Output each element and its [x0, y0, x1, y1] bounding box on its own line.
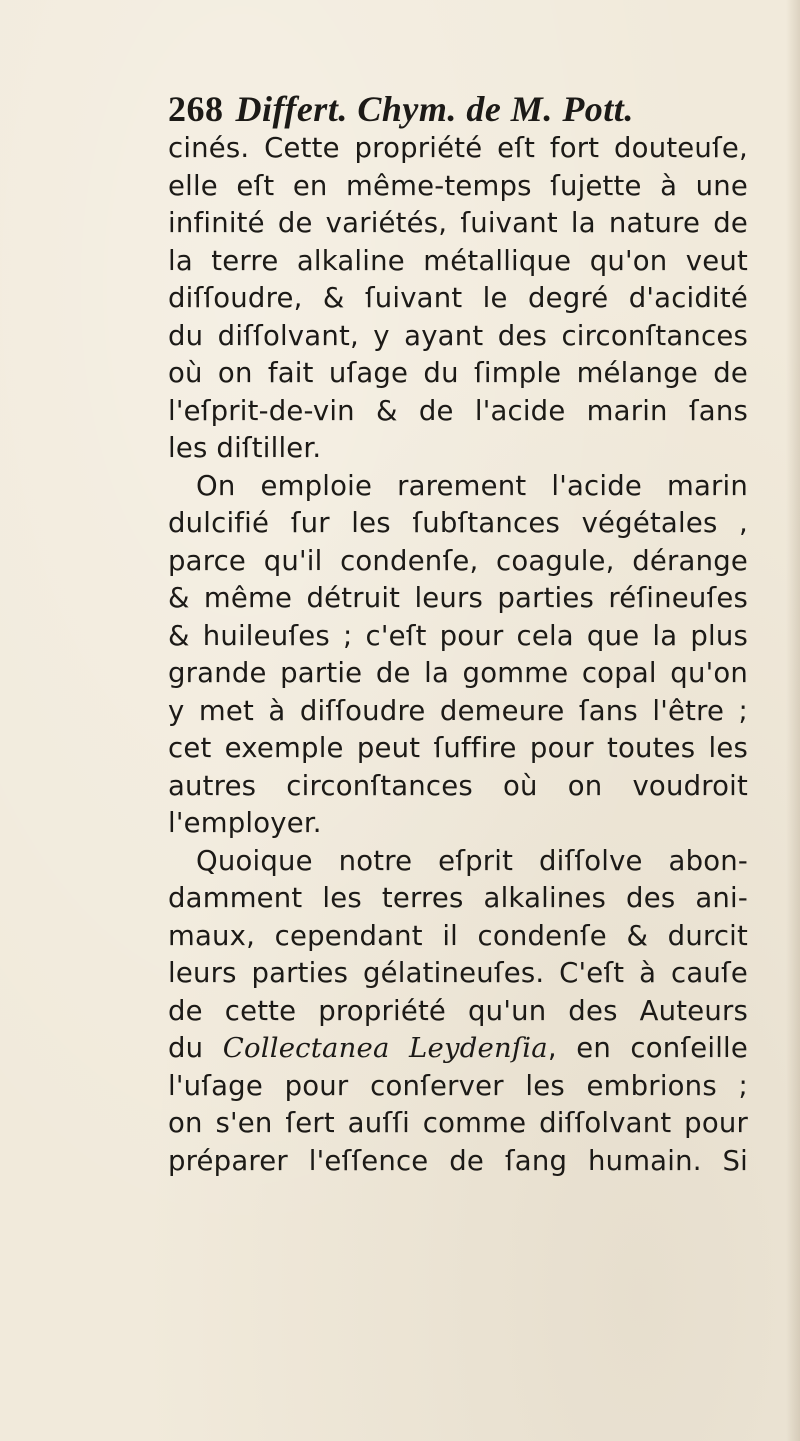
text-line	[168, 1030, 748, 1068]
text-line: grande partie de la gomme copal qu'on	[168, 657, 748, 689]
text-line: l'uſage pour conſerver les embrions ;	[168, 1069, 748, 1102]
text-line: autres circonſtances où on voudroit	[168, 769, 748, 802]
text-line: cinés. Cette propriété eſt fort douteuſe,	[168, 132, 748, 164]
text-line: l'eſprit-de-vin & de l'acide marin ſans	[168, 394, 748, 427]
text-line: & huileuſes ; c'eſt pour cela que la plus	[168, 619, 748, 652]
text-line: où on fait uſage du ſimple mélange de	[168, 357, 748, 389]
text-span: du	[168, 1032, 223, 1064]
text-line: leurs parties gélatineuſes. C'eſt à cauſe	[168, 957, 748, 989]
page-edge-shadow	[786, 0, 800, 1441]
text-line: de cette propriété qu'un des Auteurs	[168, 994, 748, 1027]
text-line: diſſoudre, & ſuivant le degré d'acidité	[168, 282, 748, 314]
text-line: damment les terres alkalines des ani-	[168, 882, 748, 914]
text-line: les diſtiller.	[168, 432, 322, 464]
text-line: cet exemple peut ſuffire pour toutes les	[168, 732, 748, 764]
running-head	[168, 88, 748, 130]
page-text-block	[168, 88, 748, 1180]
text-line: la terre alkaline métallique qu'on veut	[168, 244, 748, 277]
text-line: l'employer.	[168, 807, 322, 839]
text-line: y met à diſſoudre demeure ſans l'être ;	[168, 694, 748, 727]
running-title: Differt. Chym. de M. Pott.	[235, 89, 634, 129]
body-text	[168, 130, 748, 1180]
text-line: on s'en ſert auſſi comme diſſolvant pour	[168, 1107, 748, 1139]
text-span: , en conſeille	[547, 1032, 748, 1064]
text-line: Quoique notre eſprit diſſolve abon-	[196, 844, 748, 877]
italic-title: Collectanea Leydenſia	[222, 1032, 548, 1064]
text-line: du diſſolvant, y ayant des circonſtances	[168, 319, 748, 352]
text-line: On emploie rarement l'acide marin	[196, 469, 748, 502]
page-number: 268	[168, 89, 224, 129]
text-line: dulcifié ſur les ſubſtances végétales ,	[168, 507, 748, 539]
text-line: préparer l'eſſence de ſang humain. Si	[168, 1144, 748, 1177]
text-line: parce qu'il condenſe, coagule, dérange	[168, 544, 748, 577]
text-line: elle eſt en même-temps ſujette à une	[168, 169, 748, 202]
text-line: infinité de variétés, ſuivant la nature de	[168, 207, 748, 239]
text-line: maux, cependant il condenſe & durcit	[168, 919, 748, 952]
text-line: & même détruit leurs parties réſineuſes	[168, 582, 748, 614]
